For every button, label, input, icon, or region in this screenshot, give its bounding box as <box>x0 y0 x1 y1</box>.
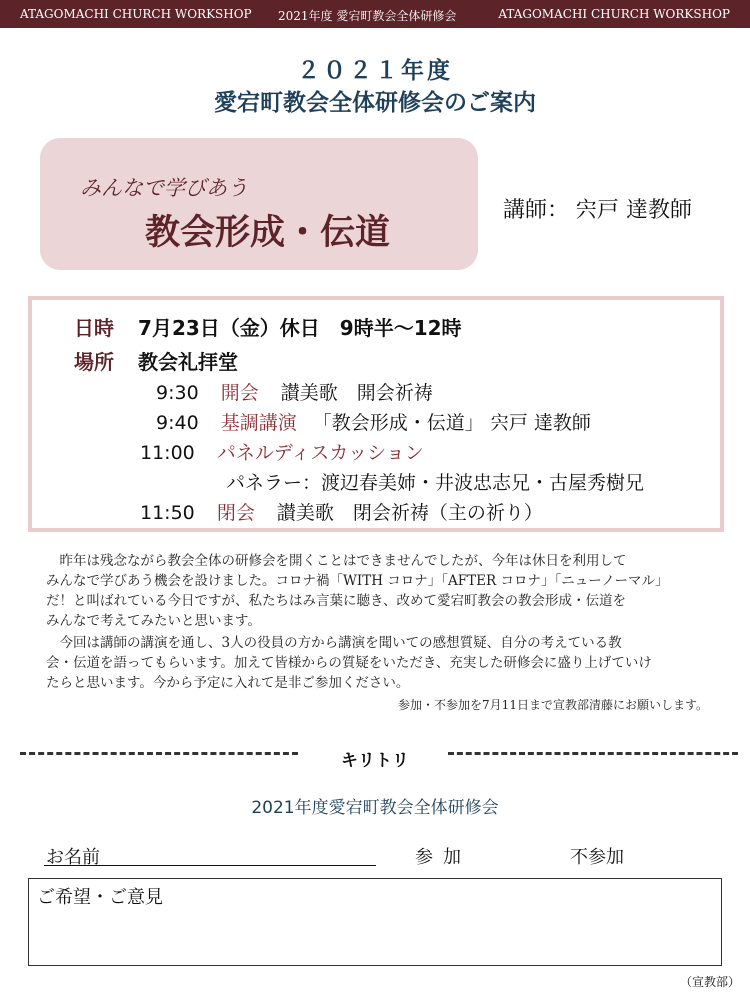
item-detail: 讃美歌 開会祈祷 <box>280 382 433 404</box>
header-left-text: ATAGOMACHI CHURCH WORKSHOP <box>20 7 252 21</box>
item-detail: 「教会形成・伝道」 宍戸 達教師 <box>312 412 591 434</box>
schedule-item <box>156 378 433 405</box>
body-line: 会・伝道を語ってもらいます。加えて皆様からの質疑をいただき、充実した研修会に盛り上げていけ <box>46 655 652 671</box>
schedule-item <box>156 408 591 435</box>
item-title: 基調講演 <box>220 412 297 434</box>
theme-subtitle: みんなで学びあう <box>80 176 248 200</box>
body-line: だ！と叫ばれている今日ですが、私たちはみ言葉に聴き、改めて愛宕町教会の教会形成・伝道を <box>46 593 626 609</box>
name-label: お名前 <box>46 847 100 868</box>
item-title: 閉会 <box>216 502 255 524</box>
name-field[interactable] <box>44 865 376 866</box>
body-line: みんなで学びあう機会を設けました。コロナ禍「WITH コロナ」「AFTER コロナ」「ニューノーマル」 <box>46 573 669 589</box>
opinion-box[interactable] <box>28 878 722 966</box>
schedule-item <box>140 498 543 525</box>
header-center-text: 2021年度 愛宕町教会全体研修会 <box>278 9 457 23</box>
item-title: パネルディスカッション <box>216 442 424 464</box>
schedule-place-row <box>74 346 238 375</box>
body-line: 今回は講師の講演を通し、3人の役員の方から講演を聞いての感想質疑、自分の考えている教 <box>46 635 622 651</box>
theme-title: 教会形成・伝道 <box>145 213 391 253</box>
cut-line-right <box>448 752 738 755</box>
item-time: 9:30 <box>156 382 199 404</box>
header-right-text: ATAGOMACHI CHURCH WORKSHOP <box>498 7 730 21</box>
item-time: 11:50 <box>140 502 195 524</box>
department-label: （宣教部） <box>679 975 740 989</box>
not-attend-option[interactable]: 不参加 <box>570 847 624 868</box>
rsvp-note: 参加・不参加を7月11日まで宣教部清藤にお願いします。 <box>398 698 708 712</box>
lecturer-name: 宍戸 達教師 <box>575 198 693 223</box>
item-time: 9:40 <box>156 412 199 434</box>
lecturer <box>503 193 692 224</box>
body-line: みんなで考えてみたいと思います。 <box>46 613 261 629</box>
date-value: 7月23日（金）休日 9時半～12時 <box>138 316 462 340</box>
place-label: 場所 <box>74 350 114 374</box>
form-title: 2021年度愛宕町教会全体研修会 <box>251 798 499 818</box>
panelists: パネラー：渡辺春美姉・井波忠志兄・古屋秀樹兄 <box>226 472 645 494</box>
cut-label: キリトリ <box>341 751 409 771</box>
item-detail: 讃美歌 閉会祈祷（主の祈り） <box>276 502 543 524</box>
title-year: ２０２１年度 <box>297 58 453 84</box>
item-time: 11:00 <box>140 442 195 464</box>
body-line: 昨年は残念ながら教会全体の研修会を開くことはできませんでしたが、今年は休日を利用して <box>46 553 627 569</box>
item-title: 開会 <box>220 382 259 404</box>
header-bar <box>0 0 750 28</box>
opinion-label: ご希望・ご意見 <box>37 887 163 908</box>
schedule-date-row <box>74 312 462 341</box>
lecturer-label: 講師： <box>503 198 570 223</box>
attend-option[interactable]: 参加 <box>415 847 471 868</box>
place-value: 教会礼拝堂 <box>138 350 239 374</box>
schedule-item <box>140 438 424 465</box>
date-label: 日時 <box>74 316 114 340</box>
page-title: 愛宕町教会全体研修会のご案内 <box>214 90 536 116</box>
body-line: たらと思います。今から予定に入れて是非ご参加ください。 <box>46 675 410 691</box>
